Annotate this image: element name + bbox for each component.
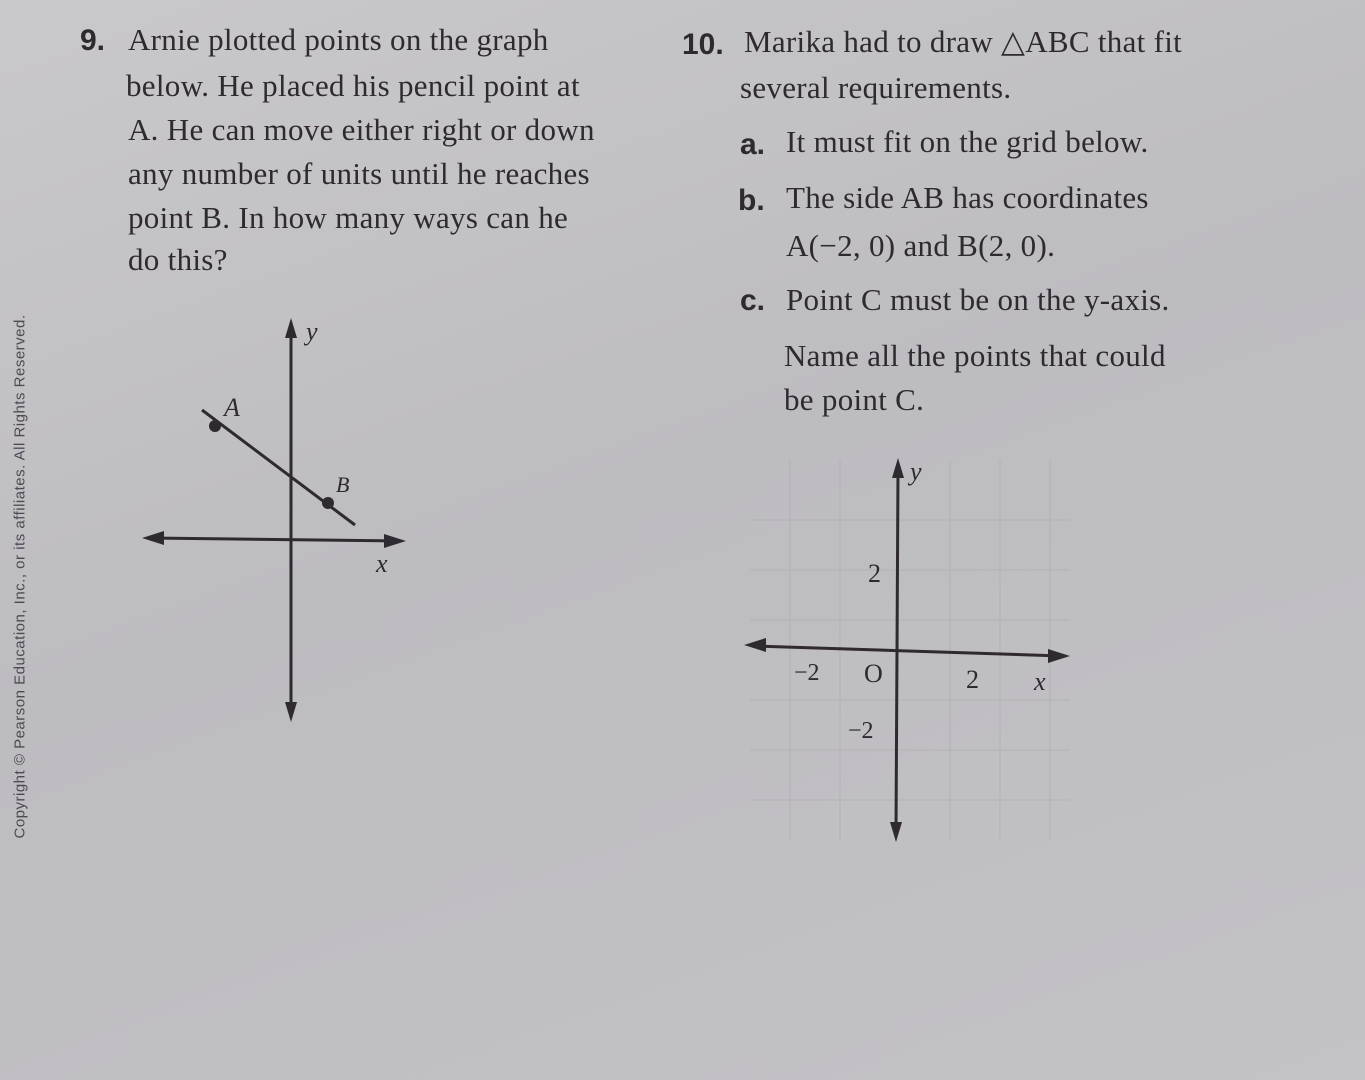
item-b-text: The side AB has coordinates	[786, 180, 1149, 215]
point-b-label: B	[336, 472, 350, 497]
x-tick-2: 2	[966, 665, 979, 694]
origin-label: O	[864, 659, 883, 688]
problem-10-graph	[740, 440, 1080, 860]
point-a-label: A	[224, 393, 240, 422]
y-axis-arrow-up	[892, 458, 904, 478]
item-a-letter: a.	[740, 128, 766, 161]
item-c-text: Name all the points that could	[784, 338, 1166, 373]
x-axis-arrow-left	[142, 531, 164, 545]
x-axis-label: x	[376, 549, 388, 578]
item-c-letter: c.	[740, 284, 766, 317]
item-b-text: A(−2, 0) and B(2, 0).	[786, 228, 1056, 263]
problem-9-graph	[130, 300, 430, 730]
problem-9-line: do this?	[128, 242, 228, 277]
line-ab	[202, 410, 355, 525]
problem-10-number: 10.	[682, 28, 724, 61]
y-axis-arrow-up	[285, 318, 297, 338]
problem-9-line: A. He can move either right or down	[128, 112, 595, 147]
y-tick-2: 2	[868, 559, 881, 588]
problem-10-intro-line: several requirements.	[740, 70, 1012, 105]
y-axis-arrow-down	[890, 822, 902, 842]
copyright-margin-text: Copyright © Pearson Education, Inc., or its affiliates. All Rights Reserved.	[11, 314, 29, 839]
problem-9-line: any number of units until he reaches	[128, 156, 590, 191]
x-axis	[150, 538, 398, 541]
x-tick-neg-2: −2	[794, 660, 820, 686]
problem-9-line: below. He placed his pencil point at	[126, 68, 580, 103]
problem-9-line: Arnie plotted points on the graph	[128, 22, 549, 57]
x-axis	[754, 646, 1062, 656]
problem-9-number: 9.	[80, 24, 106, 57]
item-a-text: It must fit on the grid below.	[786, 124, 1149, 159]
x-axis-arrow-right	[384, 534, 406, 548]
x-axis-arrow-left	[744, 638, 766, 652]
item-c-text: Point C must be on the y-axis.	[786, 282, 1170, 317]
y-axis-arrow-down	[285, 702, 297, 722]
problem-9-line: point B. In how many ways can he	[128, 200, 569, 235]
point-a-dot	[209, 420, 221, 432]
y-axis-label: y	[910, 457, 922, 486]
point-b-dot	[322, 497, 334, 509]
y-axis-label: y	[306, 317, 318, 346]
item-b-letter: b.	[738, 184, 765, 217]
problem-10-intro-line: Marika had to draw △ABC that fit	[744, 24, 1183, 59]
x-axis-label: x	[1034, 667, 1046, 696]
x-axis-arrow-right	[1048, 649, 1070, 663]
item-c-text: be point C.	[784, 382, 925, 417]
y-tick-neg-2: −2	[848, 718, 874, 744]
